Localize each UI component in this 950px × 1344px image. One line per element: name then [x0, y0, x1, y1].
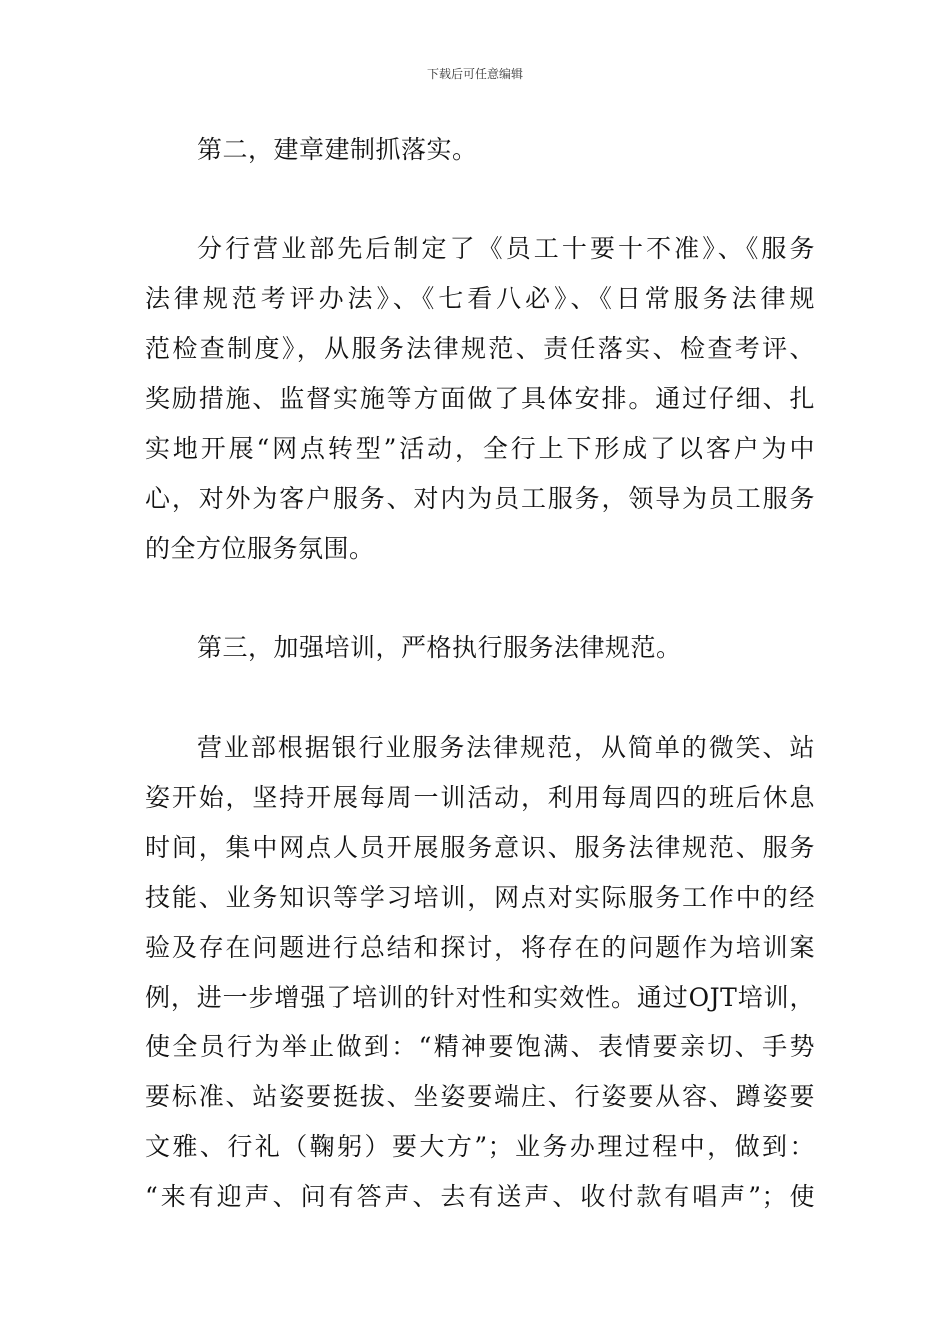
paragraph-heading-2: 第二，建章建制抓落实。 — [197, 135, 478, 164]
paragraph-body-line: 使全员行为举止做到：“精神要饱满、表情要亲切、手势 — [145, 1032, 815, 1061]
paragraph-body-line: 实地开展“网点转型”活动，全行上下形成了以客户为中 — [145, 434, 815, 463]
paragraph-heading-3: 第三，加强培训，严格执行服务法律规范。 — [197, 633, 682, 662]
paragraph-body-line: 文雅、行礼（鞠躬）要大方”；业务办理过程中，做到： — [145, 1132, 815, 1161]
paragraph-body-line: 姿开始，坚持开展每周一训活动，利用每周四的班后休息 — [145, 783, 815, 812]
paragraph-body-line: 分行营业部先后制定了《员工十要十不准》、《服务 — [197, 234, 815, 263]
paragraph-body-line: 奖励措施、监督实施等方面做了具体安排。通过仔细、扎 — [145, 384, 815, 413]
paragraph-body-line: 心，对外为客户服务、对内为员工服务，领导为员工服务 — [145, 484, 815, 513]
paragraph-body-line: 范检查制度》，从服务法律规范、责任落实、检查考评、 — [145, 334, 815, 363]
paragraph-body-line: 的全方位服务氛围。 — [145, 534, 375, 563]
paragraph-body-line: 营业部根据银行业服务法律规范，从简单的微笑、站 — [197, 733, 815, 762]
paragraph-body-line: 技能、业务知识等学习培训，网点对实际服务工作中的经 — [145, 883, 815, 912]
paragraph-body-line: 法律规范考评办法》、《七看八必》、《日常服务法律规 — [145, 284, 815, 313]
page-header: 下载后可任意编辑 — [426, 67, 523, 81]
paragraph-body-line: 时间，集中网点人员开展服务意识、服务法律规范、服务 — [145, 833, 815, 862]
paragraph-body-line: 验及存在问题进行总结和探讨，将存在的问题作为培训案 — [145, 933, 815, 962]
paragraph-body-line: 例，进一步增强了培训的针对性和实效性。通过OJT培训， — [145, 983, 815, 1012]
paragraph-body-line: “来有迎声、问有答声、去有送声、收付款有唱声”；使 — [145, 1182, 815, 1211]
paragraph-body-line: 要标准、站姿要挺拔、坐姿要端庄、行姿要从容、蹲姿要 — [145, 1082, 815, 1111]
